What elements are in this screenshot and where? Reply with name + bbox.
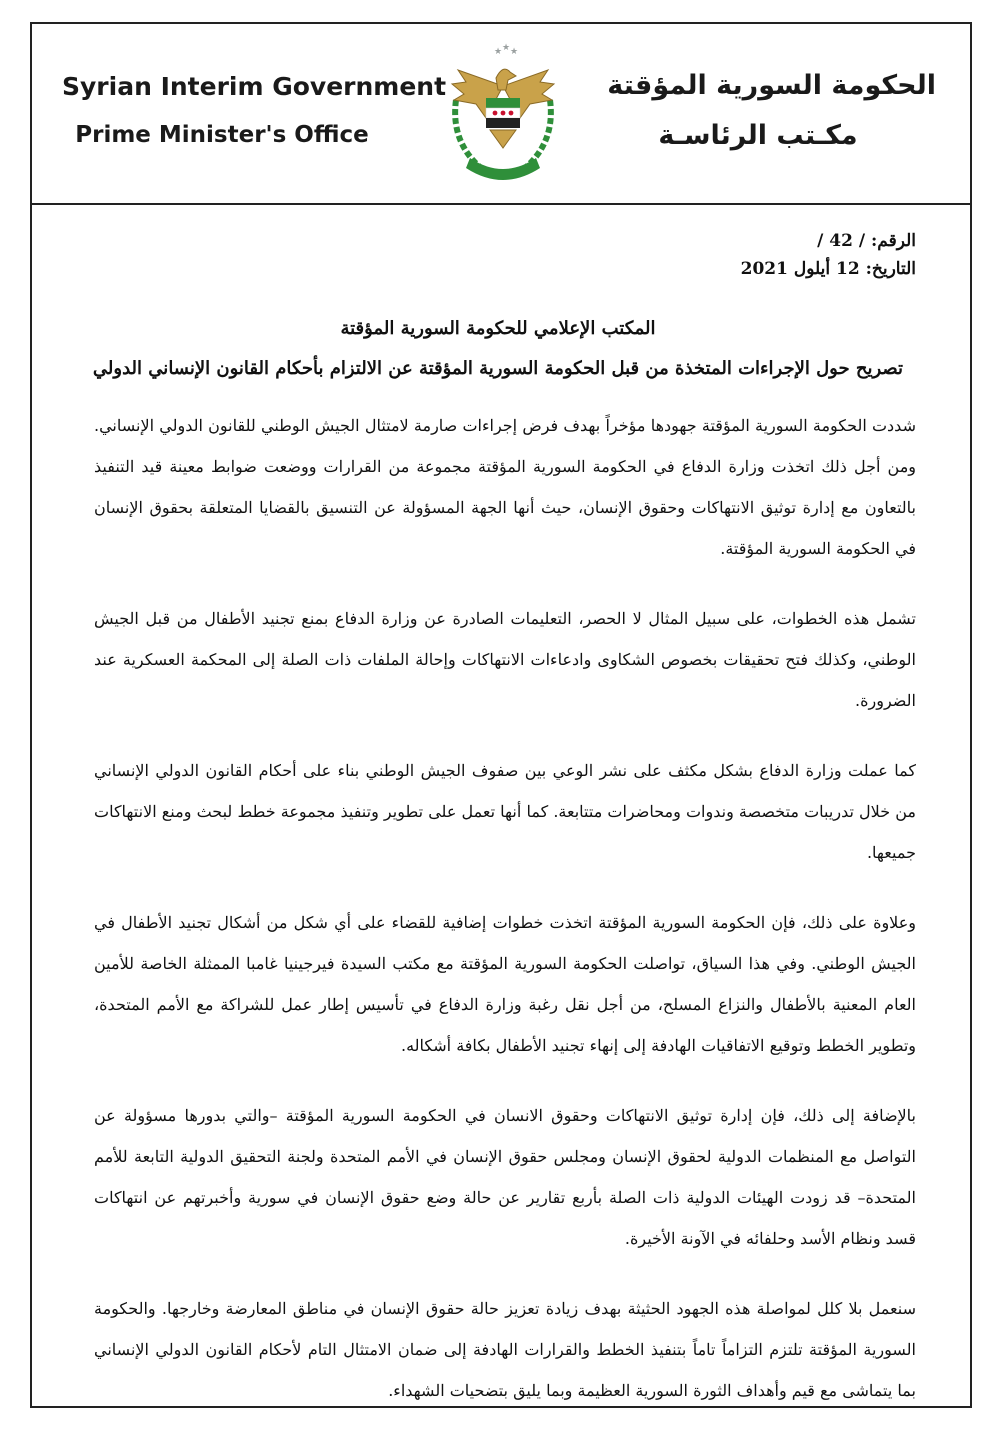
body-paragraph: سنعمل بلا كلل لمواصلة هذه الجهود الحثيثة بهدف زيادة تعزيز حالة حقوق الإنسان في مناطق المعارضة وخارجها. والحكومة السورية المؤقتة تلتزم التزاماً تاماً بتنفيذ الخطط والقرارات الهادفة إلى ضمان الامتثال التام لأحكام القانون الدولي الإنساني بما يتماشى مع قيم وأهداف الثورة السورية العظيمة وبما يليق بتضحيات الشهداء. xyxy=(94,1299,917,1400)
government-emblem-logo xyxy=(436,40,570,190)
date-row xyxy=(596,255,916,283)
svg-text:★: ★ xyxy=(510,47,519,57)
english-government-title: Syrian Interim Government xyxy=(62,72,447,101)
svg-text:★: ★ xyxy=(494,47,503,57)
office-heading: المكتب الإعلامي للحكومة السورية المؤقتة xyxy=(340,318,656,339)
statement-heading: تصريح حول الإجراءات المتخذة من قبل الحكومة السورية المؤقتة عن الالتزام بأحكام القانون الإنساني الدولي xyxy=(92,358,904,379)
arabic-office-title: مكـتب الرئاسـة xyxy=(658,120,858,151)
date-label: التاريخ: xyxy=(865,259,916,279)
reference-number-label: الرقم: xyxy=(871,231,916,251)
statement-body xyxy=(94,405,916,1440)
body-paragraph: شددت الحكومة السورية المؤقتة جهودها مؤخراً بهدف فرض إجراءات صارمة لامتثال الجيش الوطني للقانون الدولي الإنساني. ومن أجل ذلك اتخذت وزارة الدفاع في الحكومة السورية المؤقتة مجموعة من القرارات ووضعت ضوابط معينة قيد التنفيذ بالتعاون مع إدارة توثيق الانتهاكات وحقوق الإنسان، حيث أنها الجهة المسؤولة عن التنسيق بالقضايا المتعلقة بحقوق الإنسان في الحكومة السورية المؤقتة. xyxy=(94,416,917,558)
english-office-title: Prime Minister's Office xyxy=(75,122,369,148)
header-divider xyxy=(30,203,972,205)
eagle-emblem-icon xyxy=(436,40,570,190)
body-paragraph: بالإضافة إلى ذلك، فإن إدارة توثيق الانتهاكات وحقوق الانسان في الحكومة السورية المؤقتة –والتي بدورها مسؤولة عن التواصل مع المنظمات الدولية لحقوق الإنسان ومجلس حقوق الإنسان في الأمم المتحدة ولجنة التحقيق الدولية التابعة للأمم المتحدة– قد زودت الهيئات الدولية ذات الصلة بأربع تقارير عن حالة وضع حقوق الإنسان في سورية وأخبرتهم عن انتهاكات قسد ونظام الأسد وحلفائه في الآونة الأخيرة. xyxy=(94,1106,916,1248)
date-value: 12 أيلول 2021 xyxy=(740,259,860,279)
svg-text:★: ★ xyxy=(502,43,511,53)
arabic-government-title: الحكومة السورية المؤقتة xyxy=(607,70,936,101)
reference-number-value: / 42 / xyxy=(817,231,866,251)
body-paragraph: وعلاوة على ذلك، فإن الحكومة السورية المؤقتة اتخذت خطوات إضافية للقضاء على أي شكل من أشكال تجنيد الأطفال في الجيش الوطني. وفي هذا السياق، تواصلت الحكومة السورية المؤقتة مع مكتب السيدة فيرجينيا غامبا الممثلة الخاصة للأمين العام المعنية بالأطفال والنزاع المسلح، من أجل نقل رغبة وزارة الدفاع في تأسيس إطار عمل للشراكة مع الأمم المتحدة، وتطوير الخطط وتوقيع الاتفاقيات الهادفة إلى إنهاء تجنيد الأطفال بكافة أشكاله. xyxy=(94,913,917,1055)
document-meta xyxy=(596,227,916,283)
body-paragraph: كما عملت وزارة الدفاع بشكل مكثف على نشر الوعي بين صفوف الجيش الوطني بناء على أحكام القانون الدولي الإنساني من خلال تدريبات متخصصة وندوات ومحاضرات متتابعة. كما أنها تعمل على تطوير وتنفيذ مجموعة خطط لبحث ومنع الانتهاكات جميعها. xyxy=(94,761,917,862)
reference-number-row xyxy=(596,227,916,255)
body-paragraph: تشمل هذه الخطوات، على سبيل المثال لا الحصر، التعليمات الصادرة عن وزارة الدفاع بمنع تجنيد الأطفال من قبل الجيش الوطني، وكذلك فتح تحقيقات بخصوص الشكاوى وادعاءات الانتهاكات وإحالة الملفات ذات الصلة إلى المحكمة العسكرية عند الضرورة. xyxy=(94,609,917,710)
